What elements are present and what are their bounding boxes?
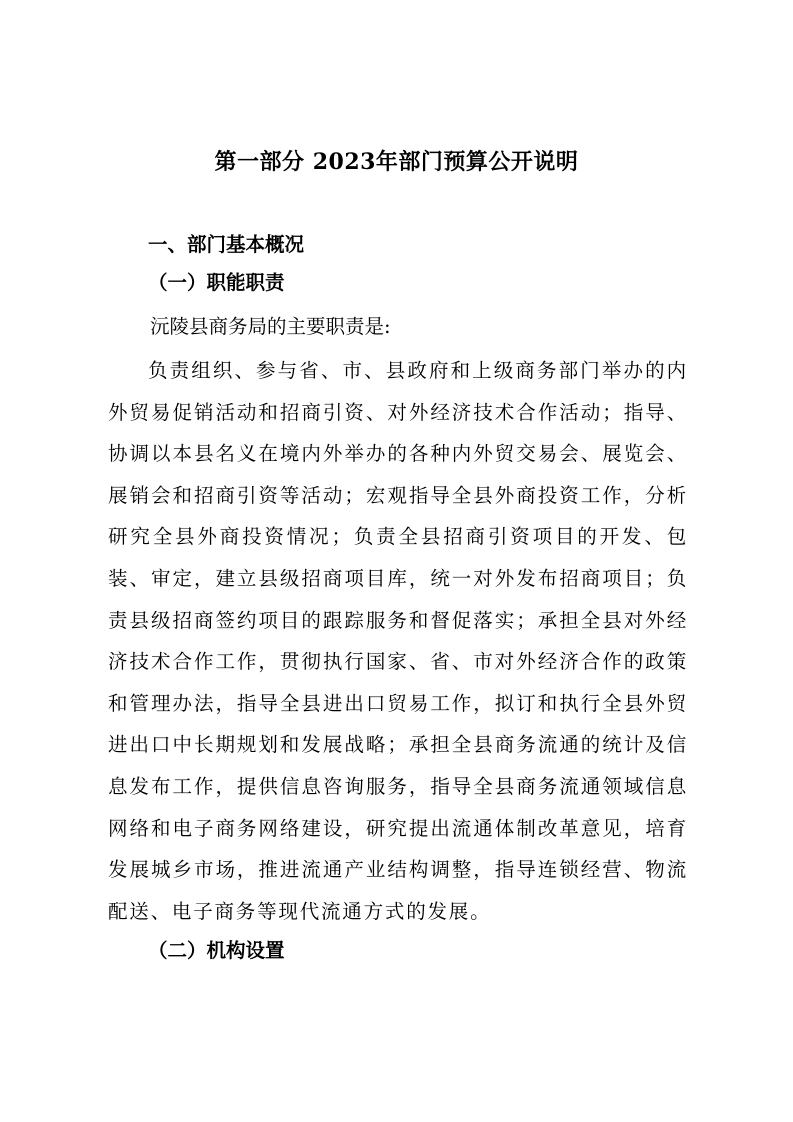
subsection-heading-organization: （二）机构设置 (148, 939, 285, 962)
duties-paragraph: 负责组织、参与省、市、县政府和上级商务部门举办的内外贸易促销活动和招商引资、对外经济技术合作活动；指导、协调以本县名义在境内外举办的各种内外贸交易会、展览会、展销会和招商引资等活动；宏观指导全县外商投资工作，分析研究全县外商投资情况；负责全县招商引资项目的开发、包装、审定，建立县级招商项目库，统一对外发布招商项目；负责县级招商签约项目的跟踪服务和督促落实；承担全县对外经济技术合作工作，贯彻执行国家、省、市对外经济合作的政策和管理办法，指导全县进出口贸易工作，拟订和执行全县外贸进出口中长期规划和发展战略；承担全县商务流通的统计及信息发布工作，提供信息咨询服务，指导全县商务流通领域信息网络和电子商务网络建设，研究提出流通体制改革意见，培育发展城乡市场，推进流通产业结构调整，指导连锁经营、物流配送、电子商务等现代流通方式的发展。 (108, 359, 688, 923)
subsection-heading-duties: （一）职能职责 (148, 271, 285, 294)
section-heading-department-overview: 一、部门基本概况 (148, 233, 305, 256)
document-title: 第一部分 2023年部门预算公开说明 (214, 149, 579, 175)
duties-intro-line: 沅陵县商务局的主要职责是: (150, 315, 391, 338)
